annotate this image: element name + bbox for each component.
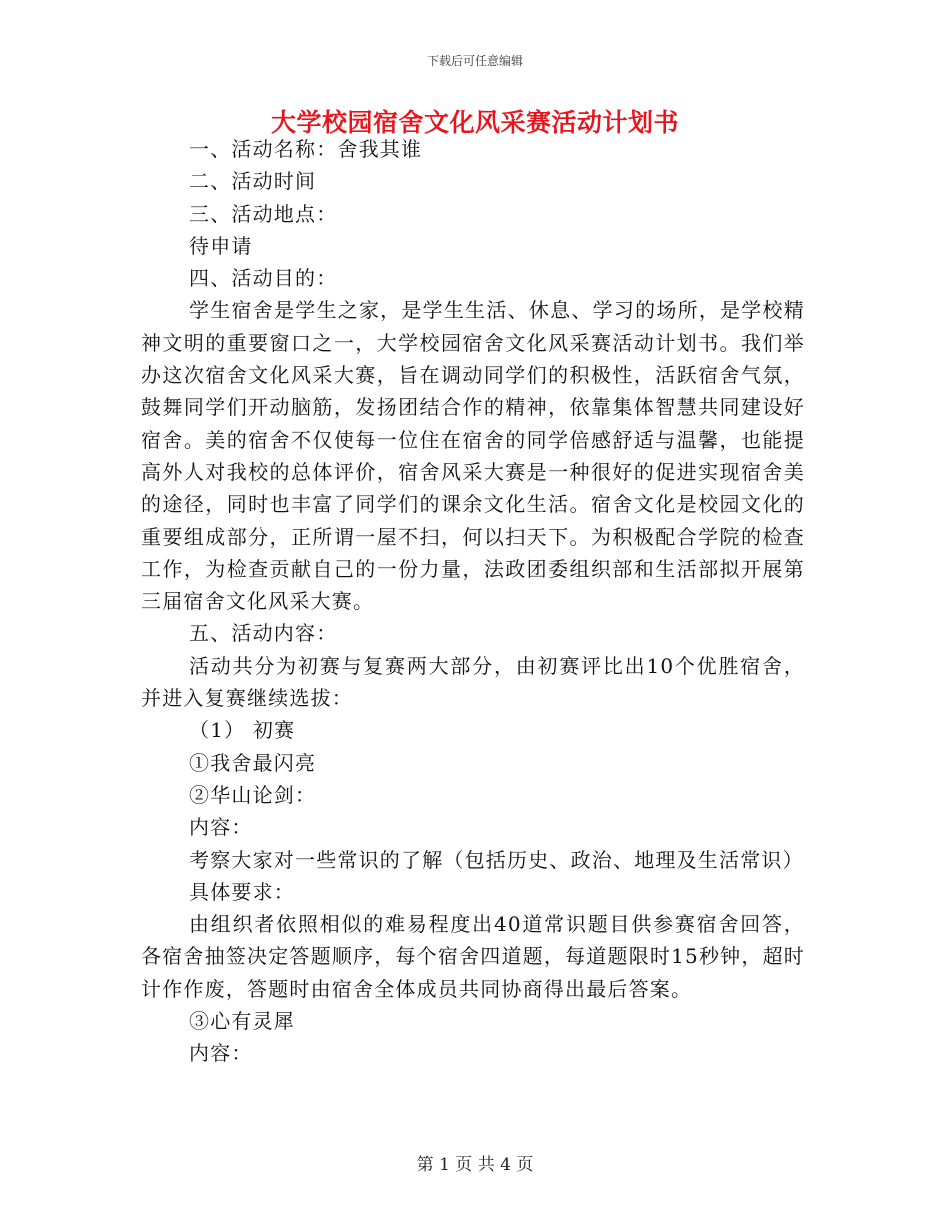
location-value: 待申请 bbox=[189, 233, 253, 258]
subheading-preliminary: （1） 初赛 bbox=[189, 718, 296, 743]
purpose-paragraph: 学生宿舍是学生之家，是学生生活、休息、学习的场所，是学校精神文明的重要窗口之一，大学校园宿舍文化风采赛活动计划书。我们举办这次宿舍文化风采大赛，旨在调动同学们的积极性，活跃宿舍气氛，鼓舞同学们开动脑筋，发扬团结合作的精神，依靠集体智慧共同建设好宿舍。美的宿舍不仅使每一位住在宿舍的同学倍感舒适与温馨，也能提高外人对我校的总体评价，宿舍风采大赛是一种很好的促进实现宿舍美的途径，同时也丰富了同学们的课余文化生活。宿舍文化是校园文化的重要组成部分，正所谓一屋不扫，何以扫天下。为积极配合学院的检查工作，为检查贡献自己的一份力量，法政团委组织部和生活部拟开展第三届宿舍文化风采大赛。 bbox=[141, 298, 805, 614]
item-1: ①我舍最闪亮 bbox=[189, 750, 317, 775]
item-3: ③心有灵犀 bbox=[189, 1009, 295, 1034]
document-title: 大学校园宿舍文化风采赛活动计划书 bbox=[270, 108, 679, 137]
section-heading-time: 二、活动时间 bbox=[189, 169, 317, 194]
label-content: 内容： bbox=[189, 815, 253, 840]
section-heading-content: 五、活动内容： bbox=[189, 621, 338, 646]
label-content-2: 内容： bbox=[189, 1041, 253, 1066]
section-heading-location: 三、活动地点： bbox=[189, 201, 338, 226]
document-body bbox=[141, 133, 805, 1070]
page-footer: 第 1 页 共 4 页 bbox=[416, 1155, 534, 1175]
item-2-content-paragraph: 考察大家对一些常识的了解（包括历史、政治、地理及生活常识） bbox=[189, 847, 804, 872]
item-2: ②华山论剑： bbox=[189, 782, 317, 807]
page-header: 下载后可任意编辑 bbox=[426, 54, 523, 68]
requirements-paragraph: 由组织者依照相似的难易程度出40道常识题目供参赛宿舍回答，各宿舍抽签决定答题顺序，每个宿舍四道题，每道题限时15秒钟，超时计作作废，答题时由宿舍全体成员共同协商得出最后答案。 bbox=[141, 912, 805, 1001]
content-overview-paragraph: 活动共分为初赛与复赛两大部分，由初赛评比出10个优胜宿舍，并进入复赛继续选拔： bbox=[141, 653, 805, 711]
label-requirements: 具体要求： bbox=[189, 879, 295, 904]
section-heading-name: 一、活动名称：舍我其谁 bbox=[189, 137, 423, 161]
section-heading-purpose: 四、活动目的： bbox=[189, 266, 338, 291]
